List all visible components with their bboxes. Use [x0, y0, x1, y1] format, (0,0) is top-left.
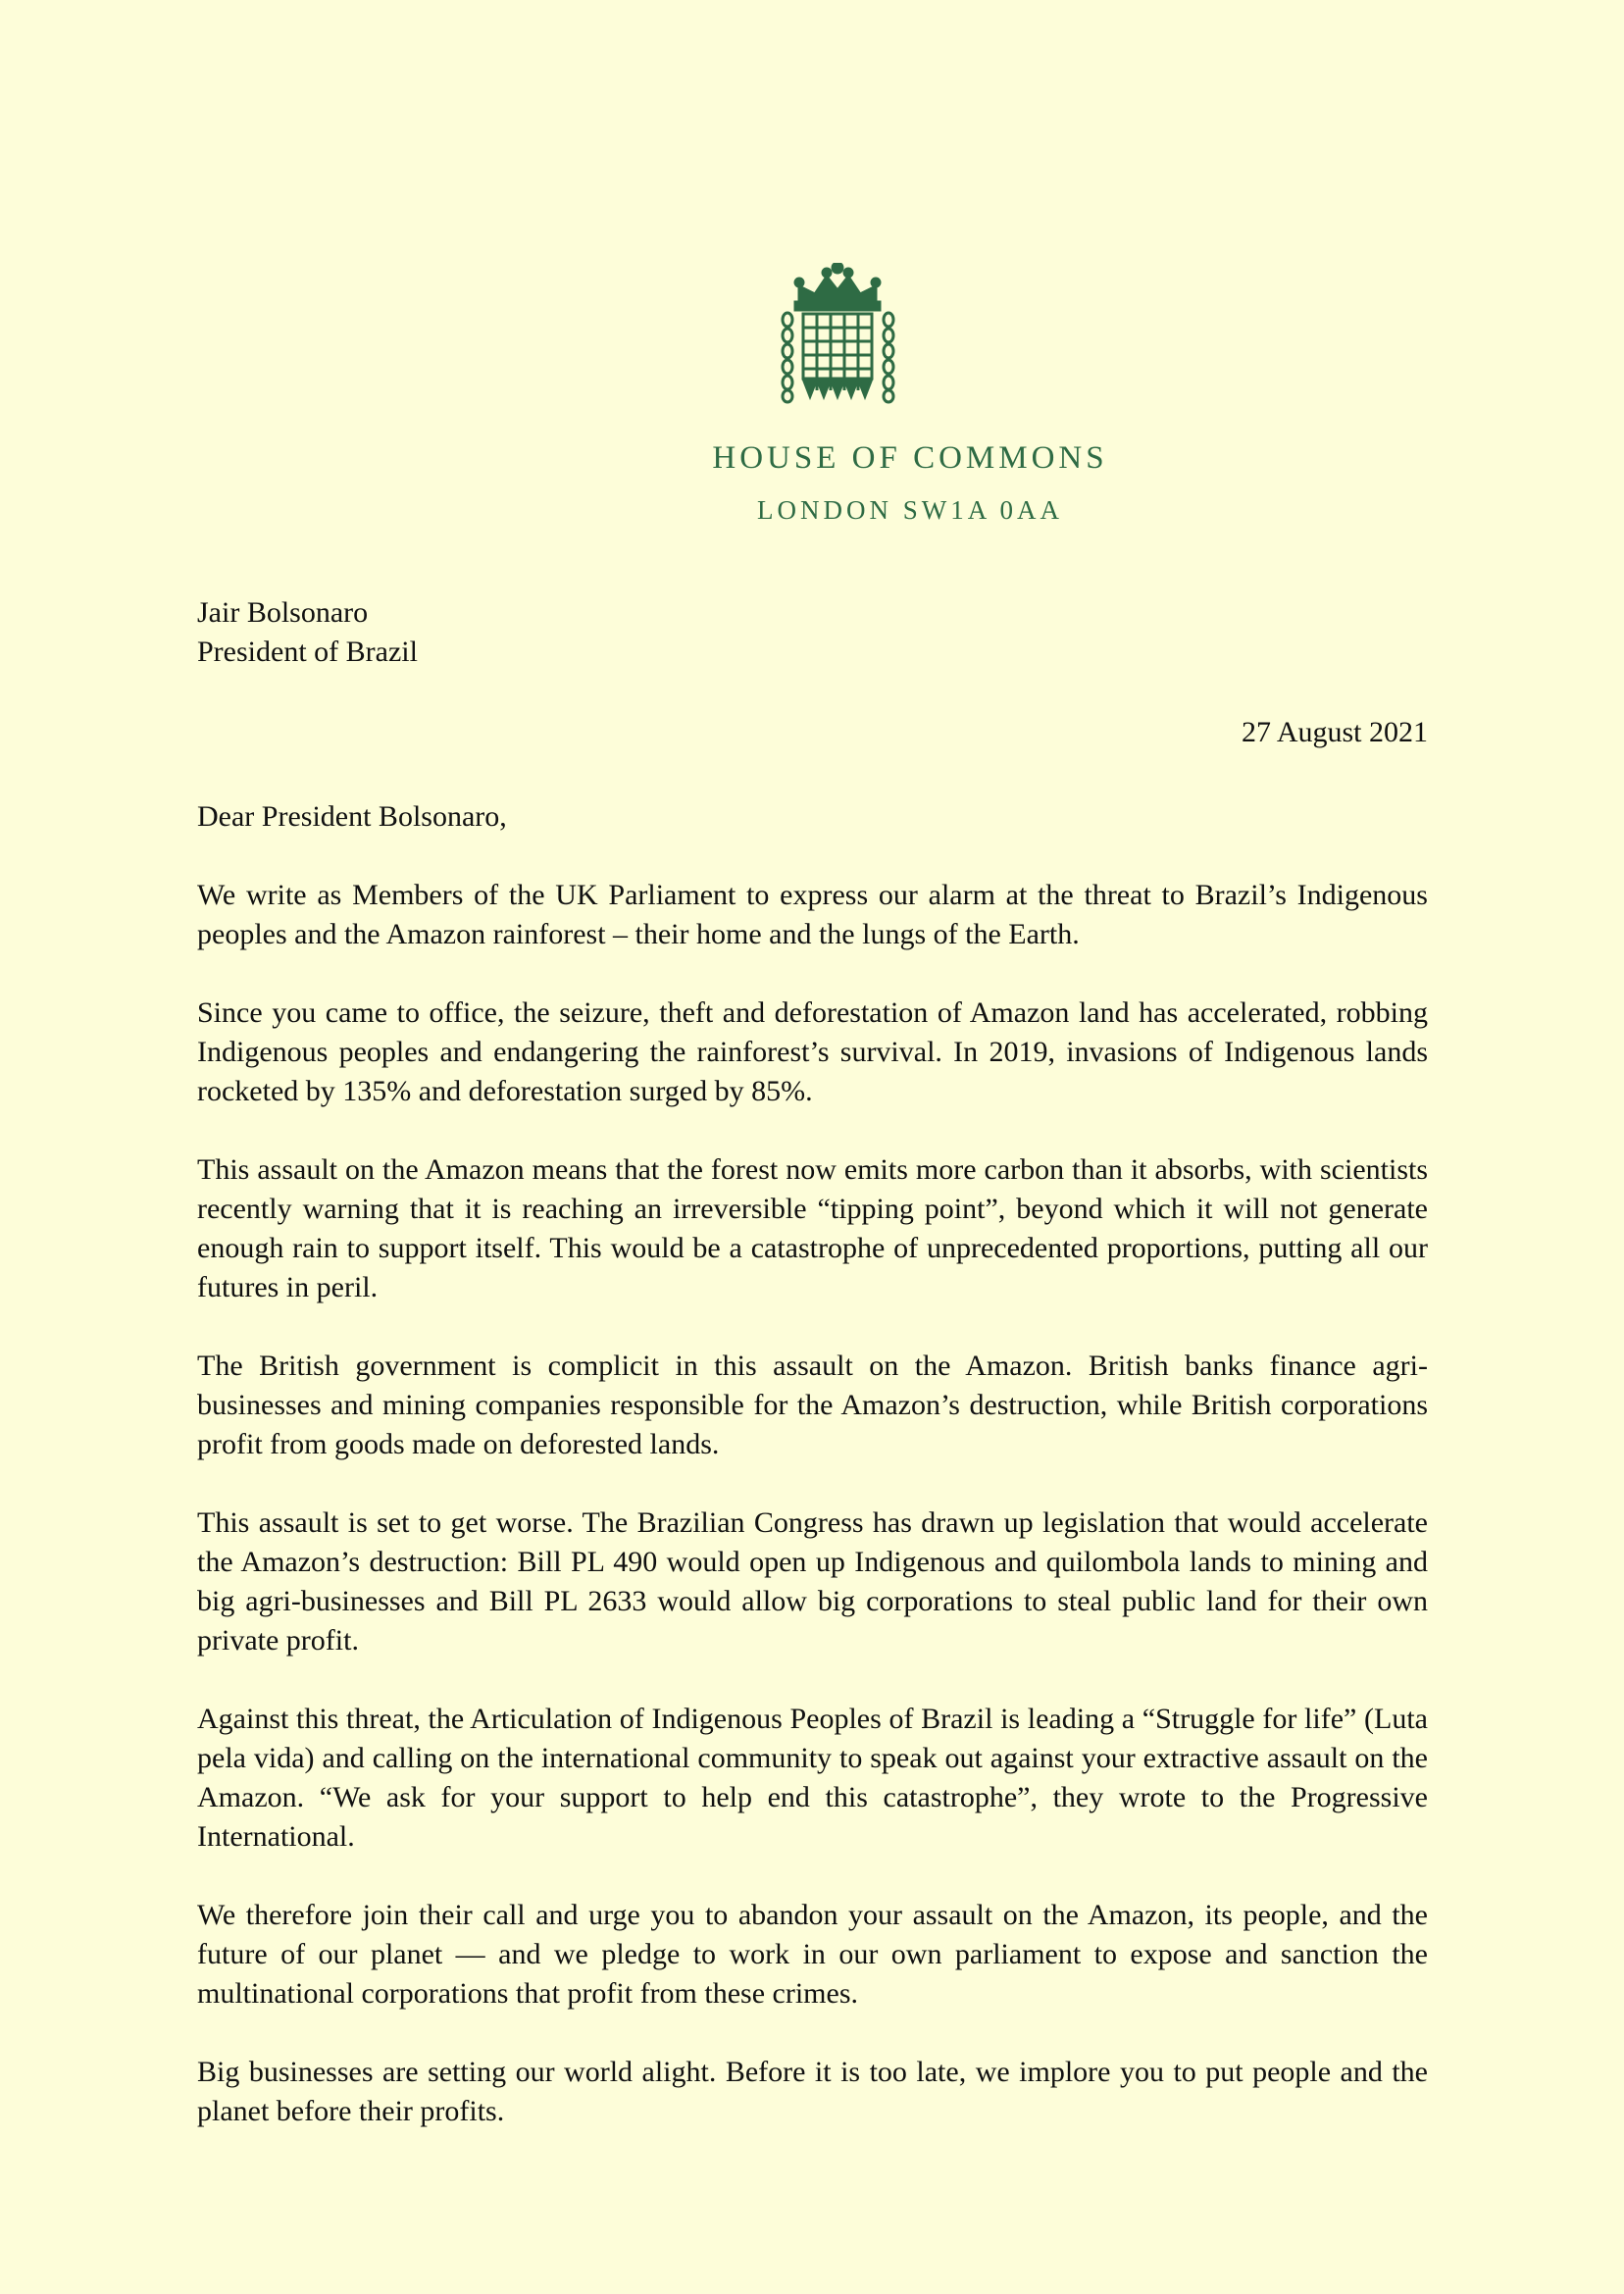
letter-date: 27 August 2021	[1241, 716, 1428, 748]
recipient-title: President of Brazil	[197, 636, 418, 668]
paragraph: Big businesses are setting our world alight. Before it is too late, we implore you to put people and the planet before their profits.	[197, 2056, 1428, 2127]
paragraph: Against this threat, the Articulation of Indigenous Peoples of Brazil is leading a “Struggle for life” (Luta pela vida) and calling on the international community to speak out against your extractive assault on the Amazon. “We ask for your support to help end this catastrophe”, they wrote to the Progressive International.	[197, 1703, 1428, 1853]
letterhead-institution: HOUSE OF COMMONS	[712, 440, 1108, 476]
letterhead-address: LONDON SW1A 0AA	[757, 495, 1063, 525]
salutation: Dear President Bolsonaro,	[197, 800, 507, 833]
recipient-name: Jair Bolsonaro	[197, 596, 369, 629]
letter-body	[197, 593, 1428, 2131]
paragraph: This assault on the Amazon means that the forest now emits more carbon than it absorbs, with scientists recently warning that it is reaching an irreversible “tipping point”, beyond which it will not generate enough rain to support itself. This would be a catastrophe of unprecedented proportions, putting all our futures in peril.	[197, 1153, 1428, 1303]
paragraph: We therefore join their call and urge you to abandon your assault on the Amazon, its people, and the future of our planet — and we pledge to work in our own parliament to expose and sanction the multinational corporations that profit from these crimes.	[197, 1899, 1428, 2010]
paragraph: This assault is set to get worse. The Brazilian Congress has drawn up legislation that would accelerate the Amazon’s destruction: Bill PL 490 would open up Indigenous and quilombola lands to mining and big agri-businesses and Bill PL 2633 would allow big corporations to steal public land for their own private profit.	[197, 1506, 1428, 1657]
portcullis-crown-icon	[778, 263, 898, 404]
paragraph: Since you came to office, the seizure, theft and deforestation of Amazon land has accelerated, robbing Indigenous peoples and endangering the rainforest’s survival. In 2019, invasions of Indigenous lands rocketed by 135% and deforestation surged by 85%.	[197, 996, 1428, 1107]
paragraph: The British government is complicit in this assault on the Amazon. British banks finance agri-businesses and mining companies responsible for the Amazon’s destruction, while British corporations profit from goods made on deforested lands.	[197, 1350, 1428, 1460]
paragraph: We write as Members of the UK Parliament to express our alarm at the threat to Brazil’s Indigenous peoples and the Amazon rainforest – their home and the lungs of the Earth.	[197, 879, 1428, 950]
